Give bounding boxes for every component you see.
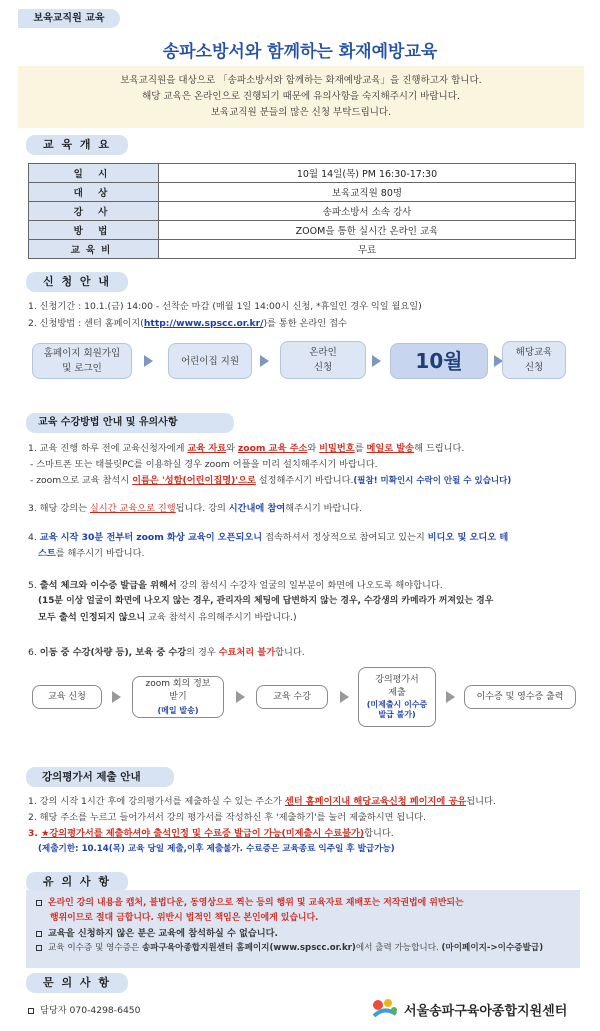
flow-step-evaluation: 강의평가서 제출 (미제출시 이수증 발급 불가)	[358, 667, 436, 727]
arrow-icon	[446, 691, 455, 703]
evaluation-item-3: 3. ★강의평가서를 제출하셔야 출석인정 및 수료증 발급이 가능(미제출시 수료불가)합니다.	[28, 828, 394, 839]
row-value: 송파소방서 소속 강사	[159, 202, 576, 221]
row-label: 일 시	[29, 164, 159, 183]
org-logo-icon	[370, 996, 400, 1022]
method-item-5: 5. 출석 체크와 이수증 발급을 위해서 강의 참석시 수강자 얼굴의 일부분이 화면에 나오도록 해야합니다.	[28, 580, 443, 591]
evaluation-item-1: 1. 강의 시작 1시간 후에 강의평가서를 제출하실 수 있는 주소가 센터 홈페이지내 해당교육신청 페이지에 공유됩니다.	[28, 796, 496, 807]
method-item-3: 3. 해당 강의는 실시간 교육으로 진행됩니다. 강의 시간내에 참여해주시기 바랍니다.	[28, 503, 363, 514]
method-item-5-note-2: 모두 출석 인정되지 않으니 교육 참석시 유의해주시기 바랍니다.)	[38, 612, 297, 623]
row-label: 교육비	[29, 240, 159, 259]
table-row	[29, 202, 576, 221]
method-heading: 교육 수강방법 안내 및 유의사항	[26, 413, 234, 433]
flow-step-zoom-info: zoom 회의 정보 받기 (메일 발송)	[132, 676, 224, 718]
overview-table	[28, 163, 576, 259]
flow-step-certificate: 이수증 및 영수증 출력	[464, 685, 576, 709]
method-item-5-note-1: (15분 이상 얼굴이 화면에 나오지 않는 경우, 관리자의 체팅에 답변하지 않는 경우, 수강생의 카메라가 꺼져있는 경우	[38, 596, 494, 606]
evaluation-item-2: 2. 해당 주소를 누르고 들어가셔서 강의 평가서를 작성하신 후 '제출하기'를 눌러 제출하시면 됩니다.	[28, 812, 426, 823]
caution-heading: 유 의 사 항	[26, 872, 128, 892]
evaluation-heading: 강의평가서 제출 안내	[26, 767, 174, 787]
arrow-icon	[372, 355, 381, 367]
arrow-icon	[112, 691, 121, 703]
caution-item-3: 교육 이수증 및 영수증은 송파구육아종합지원센터 홈페이지(www.spscc.or.kr)에서 출력 가능합니다. (마이페이지->이수증발급)	[36, 941, 570, 956]
flow-step-attend: 교육 수강	[256, 685, 328, 709]
apply-method	[28, 316, 347, 331]
step-daycare-support: 어린이집 지원	[168, 343, 252, 379]
apply-method-suffix: )를 통한 온라인 접수	[263, 318, 347, 329]
row-label: 방 법	[29, 221, 159, 240]
step-signup: 홈페이지 회원가입 및 로그인	[32, 343, 132, 379]
notice-line-1: 보육교직원을 대상으로 「송파소방서와 함께하는 화재예방교육」을 진행하고자 합니다.	[120, 75, 482, 86]
caution-item-1: 온라인 강의 내용을 캡처, 불법다운, 동영상으로 찍는 등의 행위 및 교육자료 재배포는 저작권법에 위반되는	[36, 896, 570, 911]
bullet-icon	[36, 945, 42, 951]
method-item-6: 6. 이동 중 수강(차량 등), 보육 중 수강의 경우 수료처리 불가합니다.	[28, 647, 305, 658]
row-value: 보육교직원 80명	[159, 183, 576, 202]
method-item-4-cont: 스트를 해주시기 바랍니다.	[38, 548, 145, 559]
method-item-1-sub-1: - 스마트폰 또는 태블릿PC를 이용하실 경우 zoom 어플을 미리 설치해주시기 바랍니다.	[30, 459, 378, 470]
org-name: 서울송파구육아종합지원센터	[404, 1003, 568, 1019]
apply-period: 1. 신청기간 : 10.1.(금) 14:00 - 선착순 마감 (매월 1일 14:00시 신청, *휴일인 경우 익일 월요일)	[28, 301, 422, 312]
step-month: 10월	[390, 343, 488, 379]
step-course-apply: 해당교육 신청	[502, 341, 566, 379]
method-item-4: 4. 교육 시작 30분 전부터 zoom 화상 교육이 오픈되오니 접속하셔서 정상적으로 참여되고 있는지 비디오 및 오디오 테	[28, 532, 509, 543]
arrow-icon	[260, 355, 269, 367]
contact-person: 담당자 070-4298-6450	[28, 1003, 140, 1018]
notice-line-3: 보육교직원 분들의 많은 신청 부탁드립니다.	[210, 107, 392, 118]
arrow-icon	[236, 691, 245, 703]
row-value: 10월 14일(목) PM 16:30-17:30	[159, 164, 576, 183]
overview-heading: 교 육 개 요	[26, 135, 128, 155]
bullet-icon	[36, 900, 42, 906]
arrow-icon	[144, 355, 153, 367]
homepage-link[interactable]: http://www.spscc.or.kr/	[143, 318, 264, 329]
category-tag: 보육교직원 교육	[18, 9, 120, 28]
table-row	[29, 164, 576, 183]
flow-step-apply: 교육 신청	[32, 685, 102, 709]
caution-box	[26, 890, 580, 968]
notice-line-2: 해당 교육은 온라인으로 진행되기 때문에 유의사항을 숙지해주시기 바랍니다.	[142, 91, 460, 102]
bullet-icon	[28, 1008, 34, 1014]
arrow-icon	[340, 691, 349, 703]
row-label: 대 상	[29, 183, 159, 202]
row-label: 강 사	[29, 202, 159, 221]
row-value: ZOOM을 통한 실시간 온라인 교육	[159, 221, 576, 240]
apply-method-prefix: 2. 신청방법 : 센터 홈페이지(	[28, 318, 144, 329]
bullet-icon	[36, 931, 42, 937]
method-item-1: 1. 교육 진행 하루 전에 교육신청자에게 교육 자료와 zoom 교육 주소와 비밀번호를 메일로 발송해 드립니다.	[28, 443, 465, 454]
page-title: 송파소방서와 함께하는 화재예방교육	[162, 42, 438, 62]
row-value: 무료	[159, 240, 576, 259]
table-row	[29, 240, 576, 259]
evaluation-item-3-note: (제출기한: 10.14(목) 교육 당일 제출,이후 제출불가. 수료증은 교육종료 익주일 후 발급가능)	[38, 844, 395, 854]
table-row	[29, 221, 576, 240]
contact-heading: 문 의 사 항	[26, 973, 128, 993]
caution-item-1-cont: 행위이므로 절대 금합니다. 위반시 법적인 책임은 본인에게 있습니다.	[50, 913, 319, 923]
org-logo	[370, 995, 590, 1023]
caution-item-2: 교육을 신청하지 않은 분은 교육에 참석하실 수 없습니다.	[36, 926, 570, 941]
apply-heading: 신 청 안 내	[26, 272, 128, 292]
step-online-apply: 온라인 신청	[280, 341, 366, 379]
table-row	[29, 183, 576, 202]
intro-notice	[18, 66, 584, 128]
method-item-1-sub-2: - zoom으로 교육 참석시 이름은 '성함(어린이집명)'으로 설정해주시기 바랍니다.(필참! 미확인시 수락이 안될 수 있습니다)	[30, 475, 512, 486]
